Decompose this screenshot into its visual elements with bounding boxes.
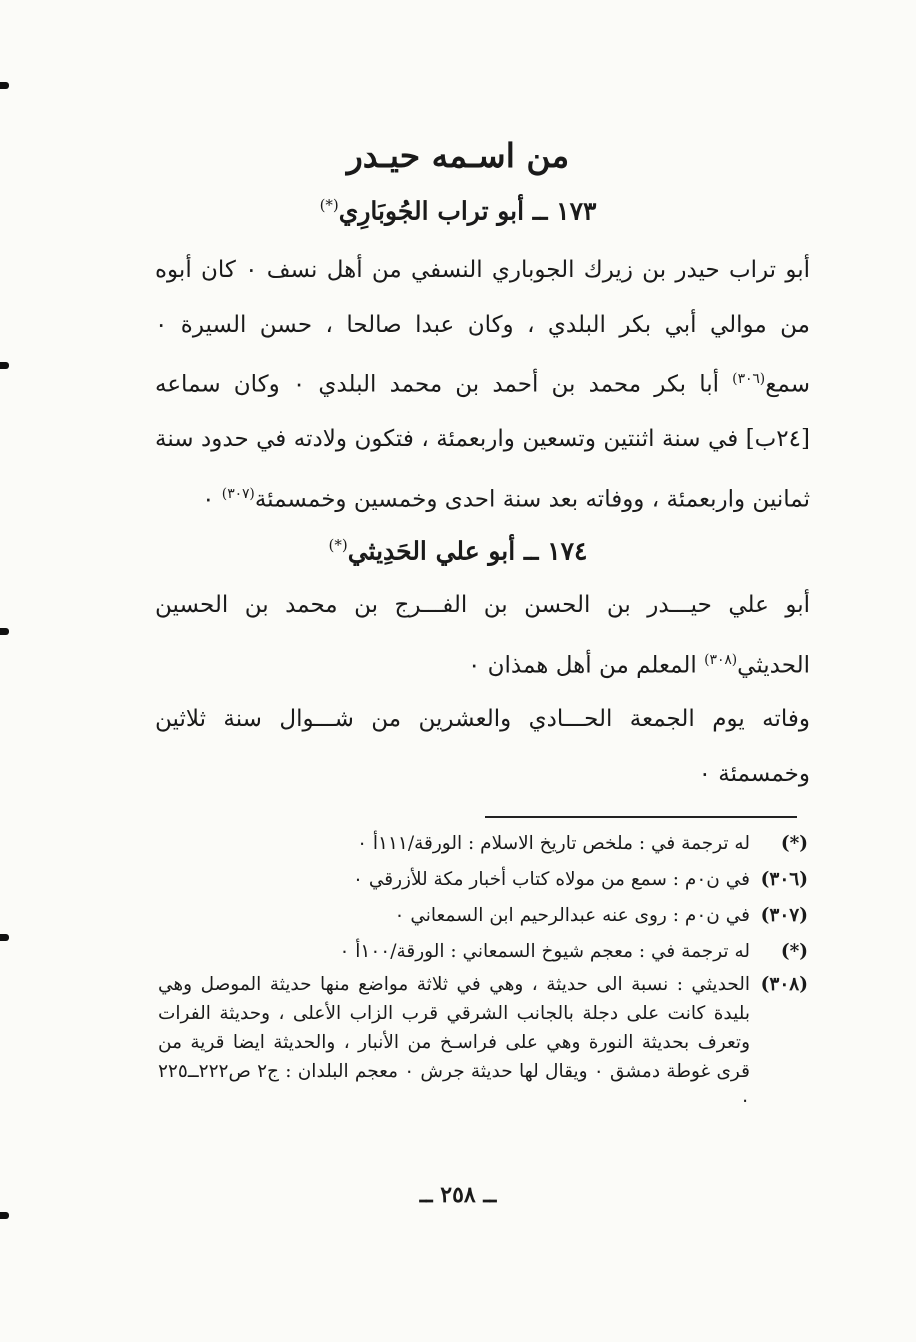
footnote-number: (*) [780, 833, 808, 854]
footnote [158, 934, 808, 970]
footnote [158, 862, 808, 898]
paragraph: وفاته يوم الجمعة الحـــادي والعشرين من شـــوال سنة ثلاثين وخمسمئة ٠ [155, 706, 810, 787]
paragraph [155, 578, 810, 693]
footnote-text: له ترجمة في : معجم شيوخ السمعاني : الورقة/١٠٠أ ٠ [339, 941, 750, 962]
entry-heading-text: ١٧٤ ــ أبو علي الحَدِيثي [347, 536, 588, 566]
footnote-number: (٣٠٧) [760, 905, 808, 926]
scan-edge-mark [0, 362, 9, 369]
entry-heading-173 [0, 196, 916, 225]
footnote-divider [485, 816, 797, 818]
footnote-number: (*) [780, 941, 808, 962]
footnote [158, 898, 808, 934]
footnote-ref: (٣٠٧) [221, 485, 255, 502]
entry-body-174-death [155, 692, 810, 801]
entry-heading-text: ١٧٣ ــ أبو تراب الجُوبَارِي [338, 196, 597, 226]
paragraph-text: ٠ [202, 486, 215, 513]
paragraph-text: المعلم من أهل همذان ٠ [467, 652, 697, 679]
footnote [158, 970, 808, 1115]
entry-body-174 [155, 578, 810, 693]
paragraph-text: أبو علي حيـــدر بن الحسن بن الفـــرج بن محمد بن الحسين الحديثي [155, 592, 810, 679]
page-number: ــ ٢٥٨ ــ [419, 1182, 497, 1208]
paragraph-text: أبا بكر محمد بن أحمد بن محمد البلدي ٠ وكان سماعه [٢٤ب] في سنة اثنتين وتسعين واربعمئة ، فتكون ولادته في حدود سنة ثمانين واربعمئة ، ووفاته بعد سنة احدى وخمسين وخمسمئة [155, 371, 810, 513]
footnote-ref: (٣٠٦) [732, 371, 766, 387]
heading-note-mark: (*) [319, 196, 339, 214]
scan-edge-mark [0, 934, 9, 941]
scan-edge-mark [0, 1212, 9, 1219]
scan-edge-mark [0, 628, 9, 635]
paragraph [155, 243, 810, 527]
entry-body-173 [155, 243, 810, 527]
footnote [158, 826, 808, 862]
footnote-number: (٣٠٨) [760, 974, 808, 995]
footnote-text: في ن٠م : سمع من مولاه كتاب أخبار مكة للأزرقي ٠ [353, 869, 750, 890]
scan-edge-mark [0, 82, 9, 89]
footnote-text: في ن٠م : روى عنه عبدالرحيم ابن السمعاني ٠ [394, 905, 750, 926]
entry-heading-174 [0, 536, 916, 565]
footnote-number: (٣٠٦) [760, 869, 808, 890]
footnote-text: الحديثي : نسبة الى حديثة ، وهي في ثلاثة مواضع منها حديثة الموصل وهي بليدة كانت على دجلة بالجانب الشرقي قرب الزاب الأعلى ، وحديثة الفرات وتعرف بحديثة النورة وهي على فراسـخ من الأنبار ، والحديثة ايضا قرية من قرى غوطة دمشق ٠ ويقال لها حديثة جرش ٠ معجم البلدان : ج٢ ص٢٢٢ــ٢٢٥ ٠ [158, 974, 750, 1111]
footnote-text: له ترجمة في : ملخص تاريخ الاسلام : الورقة/١١١أ ٠ [357, 833, 750, 854]
heading-note-mark: (*) [328, 536, 348, 554]
section-title: من اسـمه حيـدر [346, 136, 570, 175]
paragraph-text: أبو تراب حيدر بن زيرك الجوباري النسفي من أهل نسف ٠ كان أبوه من موالي أبي بكر البلدي ، وكان عبدا صالحا ، حسن السيرة ٠ سمع [155, 257, 811, 398]
footnotes [158, 826, 808, 1115]
footnote-ref: (٣٠٨) [704, 651, 738, 668]
